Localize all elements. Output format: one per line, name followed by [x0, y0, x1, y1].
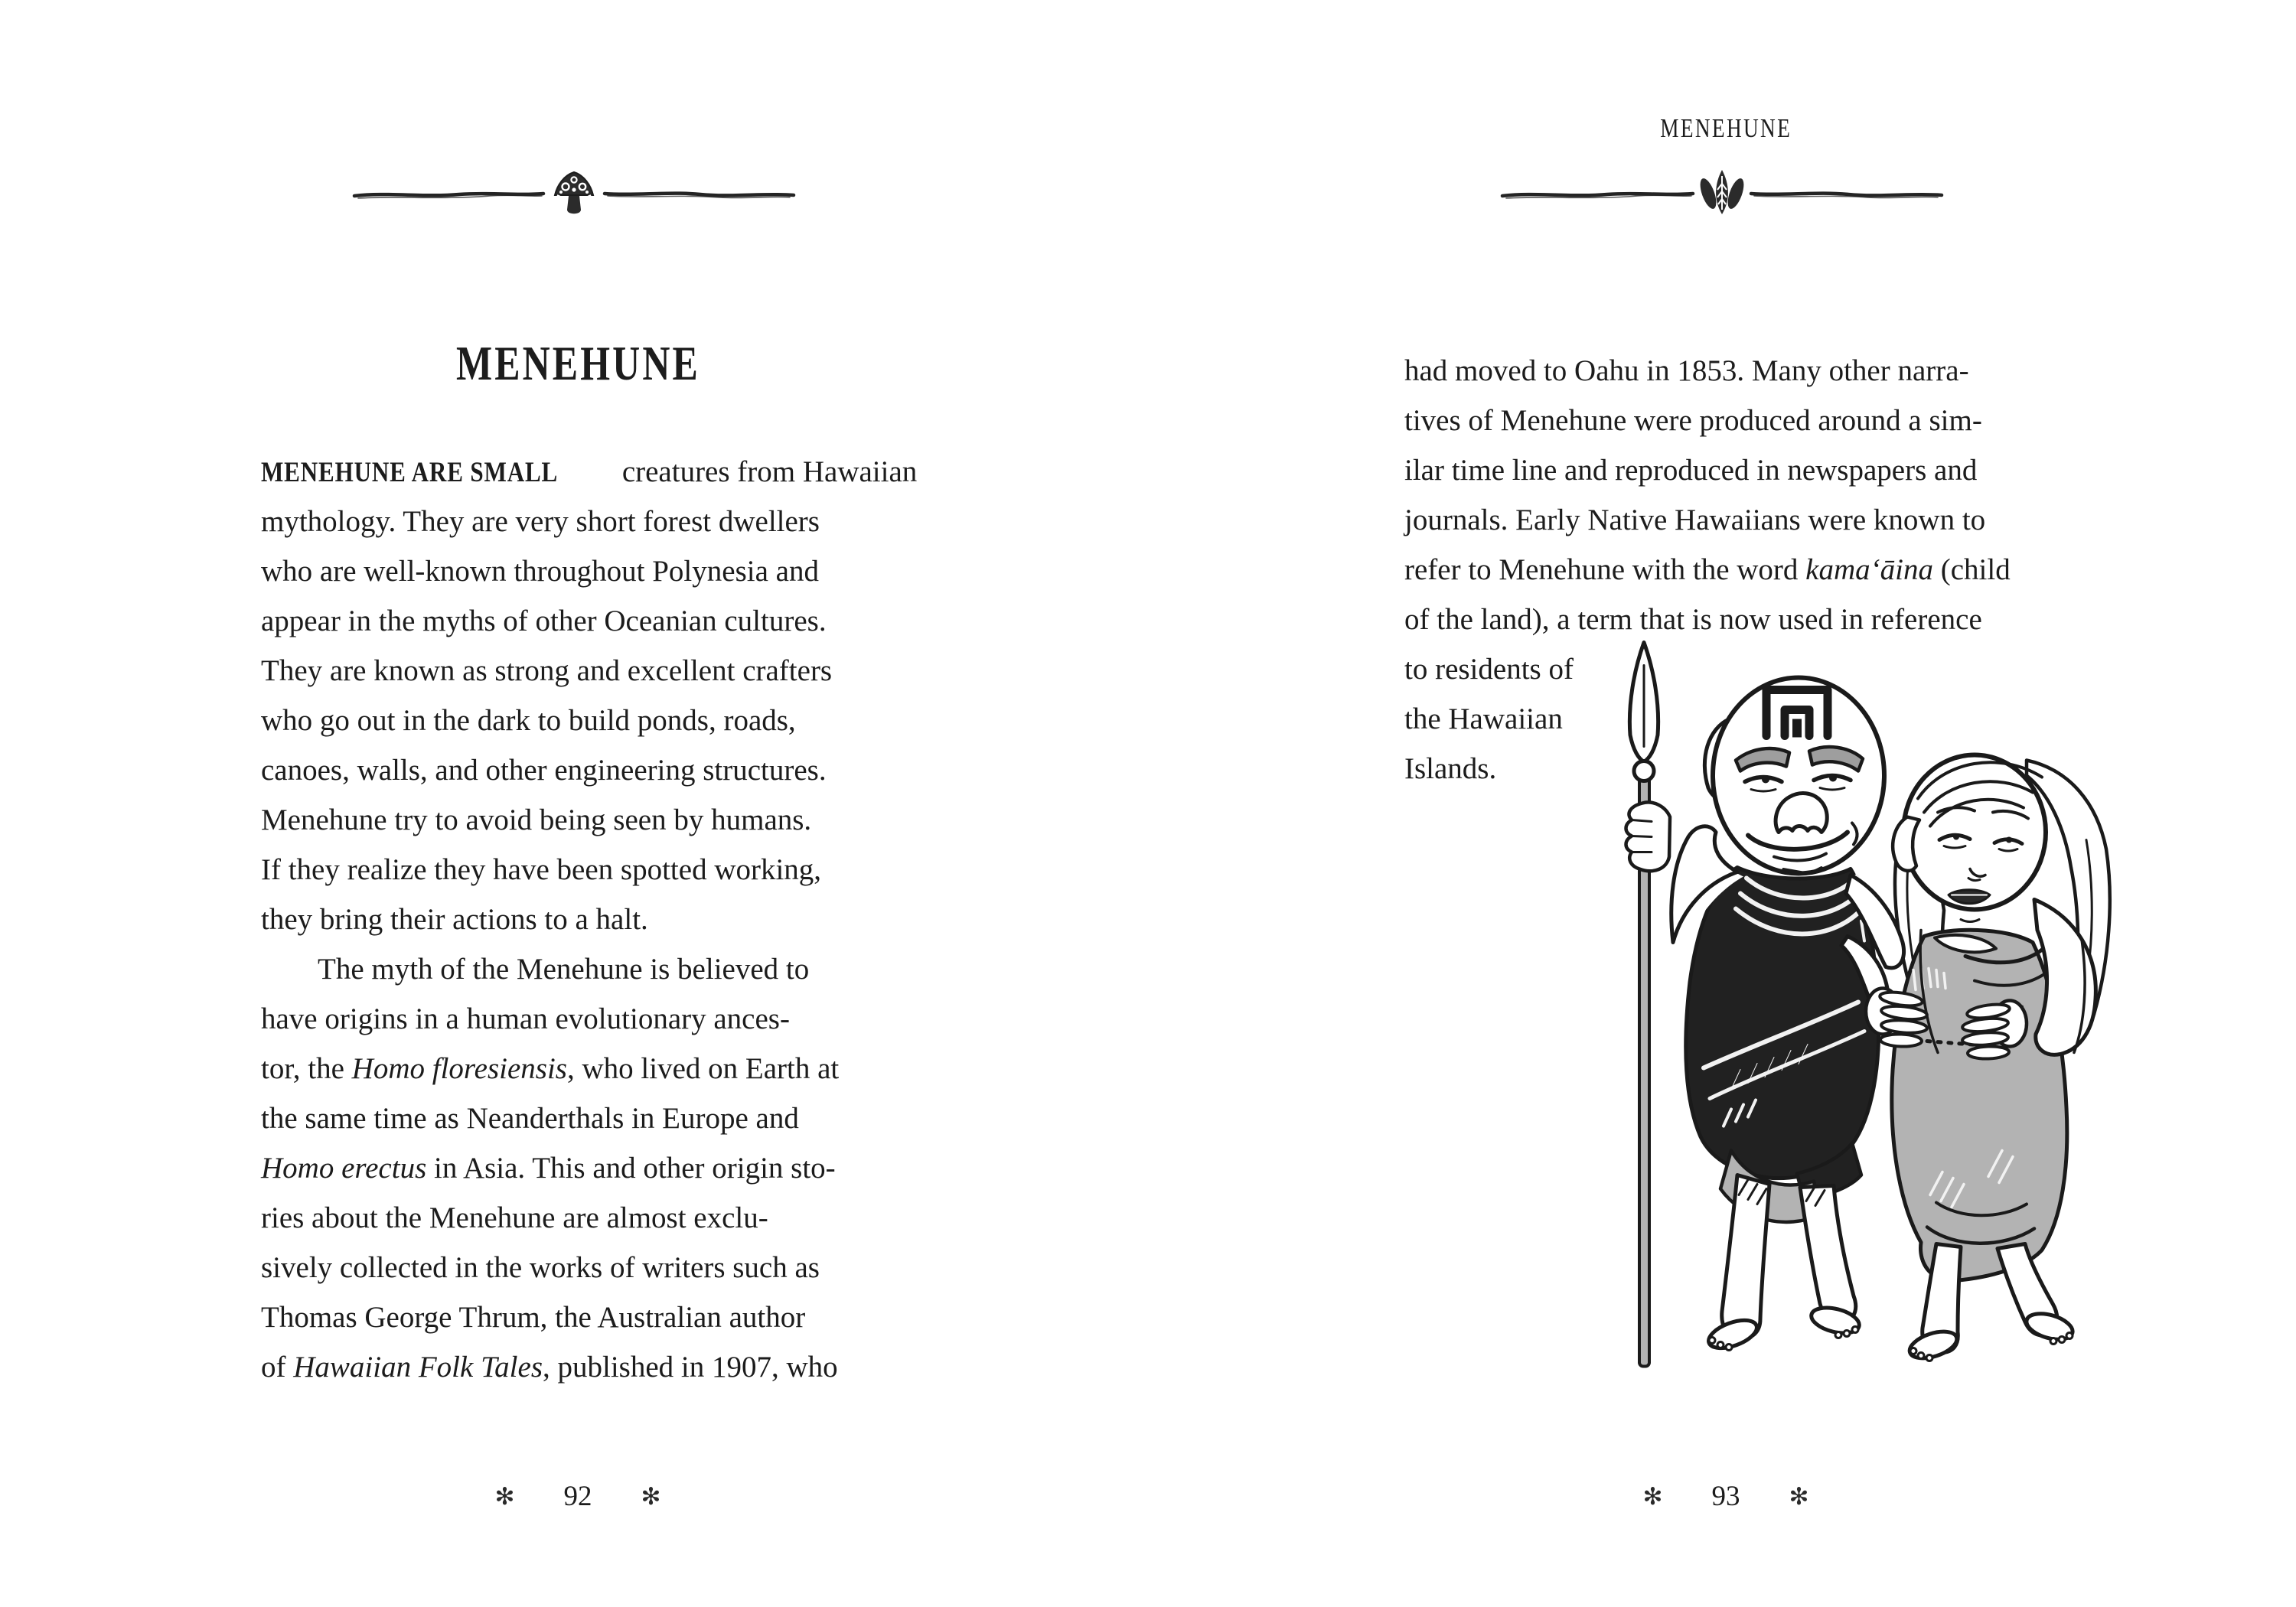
mushroom-icon: [555, 172, 593, 214]
text-segment: ilar time line and reproduced in newspapers and: [1404, 454, 1978, 487]
page-footer: [1385, 1480, 2066, 1513]
text-line: [261, 646, 954, 696]
spear-grip-fist: [1626, 802, 1671, 871]
text-segment: Islands.: [1404, 752, 1497, 785]
text-segment: sively collected in the works of writers such as: [261, 1251, 820, 1284]
text-segment: ries about the Menehune are almost exclu-: [261, 1201, 768, 1234]
text-line: [1404, 445, 2097, 495]
text-line: [1404, 495, 2097, 545]
divider-rule: [1500, 168, 1944, 222]
italic-text: kamaʻāina: [1805, 553, 1933, 586]
text-line: [261, 497, 954, 546]
menehune-figures: [1609, 637, 2137, 1380]
text-segment: Thomas George Thrum, the Australian author: [261, 1301, 806, 1334]
page-number: 93: [1711, 1481, 1740, 1512]
text-segment: who go out in the dark to build ponds, roads,: [261, 704, 796, 737]
italic-text: Hawaiian Folk Tales: [293, 1351, 543, 1384]
text-segment: they bring their actions to a halt.: [261, 903, 648, 936]
lead-in-text: MENEHUNE ARE SMALL: [261, 457, 559, 488]
female-far-foot: [2024, 1309, 2076, 1345]
footer-ornament-icon: ✻: [494, 1482, 515, 1511]
text-segment: in Asia. This and other origin sto-: [426, 1152, 836, 1185]
female-menehune: [1892, 755, 2110, 1364]
spear: [1629, 643, 1658, 1367]
text-segment: refer to Menehune with the word: [1404, 553, 1806, 586]
text-segment: They are known as strong and excellent crafters: [261, 654, 833, 687]
text-segment: journals. Early Native Hawaiians were known to: [1404, 504, 1986, 536]
page-title: MENEHUNE: [455, 336, 700, 390]
right-page: [1148, 0, 2296, 1607]
menehune-illustration: [1609, 637, 2137, 1380]
text-line: [261, 1044, 954, 1094]
text-line: [261, 546, 954, 596]
text-line: [261, 1094, 954, 1143]
text-line: [261, 1342, 954, 1392]
page-number: 92: [563, 1481, 592, 1512]
text-segment: tor, the: [261, 1052, 352, 1085]
text-segment: the Hawaiian: [1404, 702, 1563, 735]
text-segment: had moved to Oahu in 1853. Many other narra-: [1404, 354, 1969, 387]
male-left-foot: [1705, 1315, 1760, 1354]
italic-text: Homo erectus: [261, 1152, 427, 1185]
text-line: [1404, 545, 2097, 595]
text-line: [261, 696, 954, 745]
text-segment: mythology. They are very short forest dwellers: [261, 505, 820, 538]
body-text: [261, 447, 954, 1392]
chapter-divider: [352, 168, 796, 222]
text-segment: appear in the myths of other Oceanian cultures.: [261, 605, 827, 637]
italic-text: Homo floresiensis: [351, 1052, 567, 1085]
text-segment: (child: [1932, 553, 2011, 586]
page-footer: [237, 1480, 918, 1513]
text-line: [261, 994, 954, 1044]
text-segment: If they realize they have been spotted working,: [261, 853, 822, 886]
text-line: [1404, 346, 2097, 396]
text-line: [261, 447, 954, 497]
footer-ornament-icon: ✻: [641, 1482, 661, 1511]
female-near-foot: [1906, 1326, 1960, 1363]
footer-ornament-icon: ✻: [1789, 1482, 1809, 1511]
text-segment: have origins in a human evolutionary ances-: [261, 1002, 790, 1035]
text-segment: creatures from Hawaiian: [615, 455, 918, 488]
text-line: [261, 795, 954, 845]
text-segment: , who lived on Earth at: [566, 1052, 840, 1085]
text-segment: The myth of the Menehune is believed to: [318, 953, 810, 986]
text-segment: , published in 1907, who: [543, 1351, 838, 1384]
text-segment: tives of Menehune were produced around a sim-: [1404, 404, 1982, 437]
text-line: [261, 1193, 954, 1243]
text-line: [261, 596, 954, 646]
text-segment: Menehune try to avoid being seen by humans.: [261, 804, 812, 836]
text-segment: who are well-known throughout Polynesia and: [261, 555, 819, 588]
text-segment: the same time as Neanderthals in Europe and: [261, 1102, 799, 1135]
text-segment: canoes, walls, and other engineering structures.: [261, 754, 827, 787]
footer-ornament-icon: ✻: [1642, 1482, 1663, 1511]
running-header: MENEHUNE: [1660, 113, 1792, 143]
text-segment: of: [261, 1351, 294, 1384]
text-line: [261, 1292, 954, 1342]
text-line: [261, 895, 954, 944]
text-line: [261, 1143, 954, 1193]
text-line: [261, 944, 954, 994]
text-line: [1404, 396, 2097, 445]
chapter-divider: [1500, 168, 1944, 222]
divider-rule: [352, 168, 796, 222]
text-line: [261, 1243, 954, 1292]
text-line: [261, 745, 954, 795]
male-menehune: [1626, 678, 1904, 1354]
leaf-sprig-icon: [1697, 170, 1746, 214]
text-segment: to residents of: [1404, 653, 1574, 686]
text-line: [261, 845, 954, 895]
text-segment: of the land), a term that is now used in reference: [1404, 603, 1982, 636]
